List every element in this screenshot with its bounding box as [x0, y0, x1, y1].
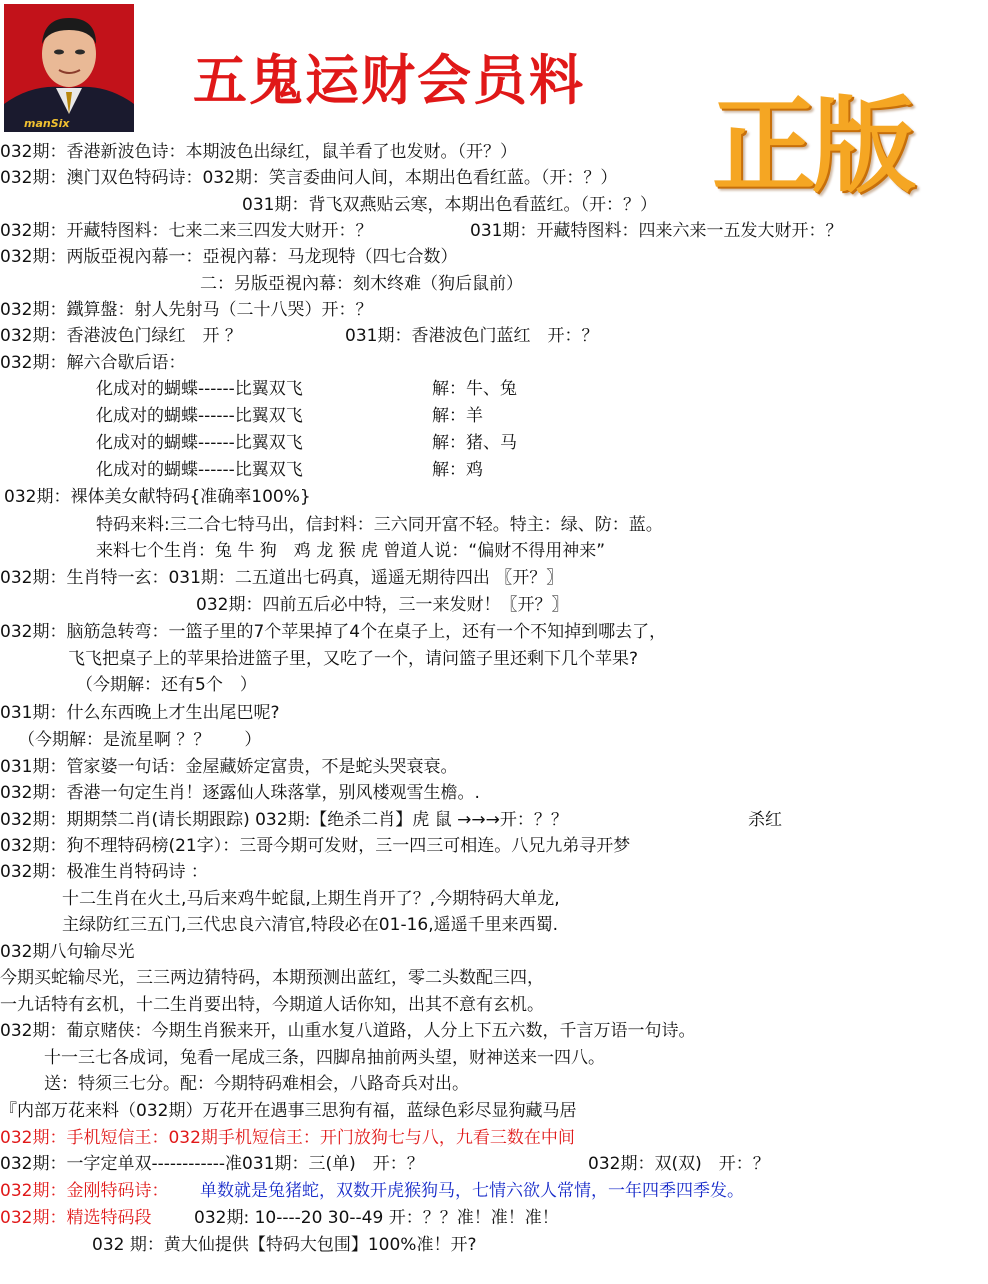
text-line: 032期：两版亞視內幕一：亞視內幕：马龙现特（四七合数）: [0, 247, 458, 267]
page-title: 五鬼运财会员料: [193, 48, 585, 112]
text-line: 032期：狗不理特码榜(21字）：三哥今期可发财，三一四三可相连。八兄九弟寻开梦: [0, 836, 631, 856]
text-line: 杀红: [748, 810, 782, 830]
text-line: 十二生肖在火土,马后来鸡牛蛇鼠,上期生肖开了？,今期特码大单龙,: [62, 889, 560, 909]
text-line: 032期：香港波色门绿红 开 ？: [0, 326, 242, 346]
text-line: 032 期：黄大仙提供【特码大包围】100%准！开?: [92, 1235, 477, 1255]
text-line: 一九话特有玄机，十二生肖要出特，今期道人话你知，出其不意有玄机。: [0, 995, 544, 1015]
text-line: 化成对的蝴蝶------比翼双飞: [96, 379, 303, 399]
portrait-illustration: [4, 4, 134, 132]
text-line: 二：另版亞視內幕：刻木终难（狗后鼠前）: [200, 274, 523, 294]
text-line: 032期：葡京赌侠：今期生肖猴来开，山重水复八道路，人分上下五六数，千言万语一句诗。: [0, 1021, 696, 1041]
text-line: 032期：期期禁二肖(请长期跟踪) 032期:【绝杀二肖】虎 鼠 →→→开：？？: [0, 810, 568, 830]
text-line: 032期：鐵算盤：射人先射马（二十八哭）开：？: [0, 300, 373, 320]
text-line: 送：特须三七分。配：今期特码难相会，八路奇兵对出。: [44, 1074, 469, 1094]
text-line-blue: 单数就是兔猪蛇，双数开虎猴狗马，七情六欲人常情，一年四季四季发。: [200, 1181, 744, 1201]
text-line: 今期买蛇输尽光，三三两边猜特码，本期预测出蓝红，零二头数配三四，: [0, 968, 544, 988]
text-line: 032期：脑筋急转弯：一篮子里的7个苹果掉了4个在桌子上，还有一个不知掉到哪去了，: [0, 622, 667, 642]
text-line: 032期: 10----20 30--49 开：？？准！准！准！: [194, 1208, 559, 1228]
text-line: 化成对的蝴蝶------比翼双飞: [96, 433, 303, 453]
text-line: 032期：裸体美女献特码{准确率100%}: [4, 487, 311, 507]
text-line: 032期：澳门双色特码诗：032期：笑言委曲问人间，本期出色看红蓝。（开：？）: [0, 168, 618, 188]
text-line: 特码来料:三二合七特马出，信封料：三六同开富不轻。特主：绿、防：蓝。: [96, 515, 663, 535]
text-line: （今期解：是流星啊 ？？ ）: [18, 730, 262, 750]
authentic-stamp: 正版: [712, 84, 913, 207]
text-line: 032期：双(双) 开：？: [588, 1154, 770, 1174]
text-line: 031期：管家婆一句话：金屋藏娇定富贵，不是蛇头哭衰衰。: [0, 757, 458, 777]
text-line-highlight: 032期：金刚特码诗：: [0, 1181, 169, 1201]
text-line: 十一三七各成词，兔看一尾成三条，四脚帛抽前两头望，财神送来一四八。: [44, 1048, 605, 1068]
text-line: 032期：开藏特图料：七来二来三四发大财开：？: [0, 221, 373, 241]
photo-logo: manSix: [24, 117, 70, 130]
portrait-photo: [4, 4, 134, 132]
text-line: 解：鸡: [432, 460, 483, 480]
text-line-highlight: 032期：精选特码段: [0, 1208, 152, 1228]
text-line: 化成对的蝴蝶------比翼双飞: [96, 406, 303, 426]
text-line: 『内部万花来料（032期）万花开在遇事三思狗有福，蓝绿色彩尽显狗藏马居: [0, 1101, 577, 1121]
text-line: 031期：香港波色门蓝红 开：？: [345, 326, 599, 346]
text-line: 032期：极准生肖特码诗 ：: [0, 862, 208, 882]
text-line: 031期：什么东西晚上才生出尾巴呢?: [0, 703, 280, 723]
text-line: 来料七个生肖：兔 牛 狗 鸡 龙 猴 虎 曾道人说：“偏财不得用神来”: [96, 541, 606, 561]
text-line: 化成对的蝴蝶------比翼双飞: [96, 460, 303, 480]
text-line: 主绿防红三五门,三代忠良六清官,特段必在01-16,遥遥千里来西蜀.: [62, 915, 559, 935]
text-line: 032期：解六合歇后语：: [0, 353, 186, 373]
text-line: 032期：一字定单双------------准031期：三(单) 开：？: [0, 1154, 424, 1174]
text-line: 032期：四前五后必中特，三一来发财！〖开？〗: [196, 595, 569, 615]
text-line: 解：牛、兔: [432, 379, 517, 399]
text-line: 飞飞把桌子上的苹果拾进篮子里，又吃了一个，请问篮子里还剩下几个苹果?: [68, 649, 639, 669]
text-line: 031期：背飞双燕贴云寒，本期出色看蓝红。（开：？）: [242, 195, 657, 215]
text-line: 031期：开藏特图料：四来六来一五发大财开：？: [470, 221, 843, 241]
text-line-highlight: 032期：手机短信王：032期手机短信王：开门放狗七与八，九看三数在中间: [0, 1128, 575, 1148]
text-line: 032期：香港一句定生肖！逐露仙人珠落掌，别风楼观雪生檐。.: [0, 783, 480, 803]
text-line: 032期：生肖特一玄：031期：二五道出七码真，遥遥无期待四出 〖开？〗: [0, 568, 564, 588]
text-line: 解：猪、马: [432, 433, 517, 453]
text-line: （今期解：还有5个 ）: [76, 675, 257, 695]
text-line: 解：羊: [432, 406, 483, 426]
text-line: 032期：香港新波色诗：本期波色出绿红，鼠羊看了也发财。（开？）: [0, 142, 517, 162]
text-line: 032期八句输尽光: [0, 942, 135, 962]
